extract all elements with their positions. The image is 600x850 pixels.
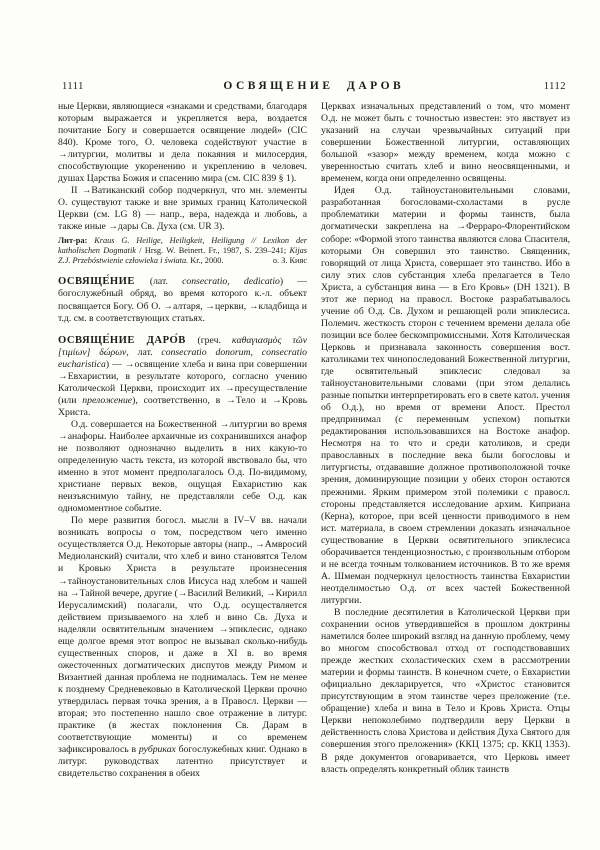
text-segment: Kraus G. Heilige, Heiligkeit, Heiligung // Lexikon der katholischen Dogmatik [58,235,308,255]
running-title: ОСВЯЩЕНИЕ ДАРОВ [223,80,405,92]
text-segment: , лат. [126,346,162,358]
text-segment: καθαγιασμὸς τῶν [τιμίων] δώρων [58,334,307,358]
paragraph [58,101,307,185]
paragraph [58,185,307,233]
paragraph [58,515,307,780]
author-signature: о. З. Кияс [272,256,307,266]
paragraph [58,419,307,515]
entry-headword: ОСВЯЩЕ́НИЕ ДАРО́В [58,334,198,346]
text-segment: consecratio, dedicatio [182,276,280,288]
text-segment: Kijas Z.J. Przebóstwienie człowieka i świata. [58,245,308,266]
page-number-left: 1111 [62,81,84,92]
paragraph [321,101,570,185]
text-segment: преложение [82,394,133,406]
text-segment: Kr., 2000. [188,256,224,266]
page-header [62,80,566,92]
text-segment: Церквах изначальных представлений о том, что момент О.д. не может быть с точностью известен: это явствует из указаний на случаи чрезвычайных ситуаций при совершении Божественной литургии, оставляющих большой «зазор» между временем, когда можно с уверенностью считать хлеб и вино неосвященными, и временем, когда они определенно освящены. [321,101,570,185]
text-segment: consecratio donorum, consecratio eucharistica [58,346,307,370]
text-segment: ные Церкви, являющиеся «знаками и средствами, благодаря которым выражается и укрепляется вера, воздается почитание Богу и совершается освящение людей» (CIC 840). Кроме того, О. человека содействуют участие в →литургии, молитвы и дела покаяния и милосердия, способствующие укоренению и укреплению в человеч. душах Царства Божия и спасению мира (см. CIC 839 § 1). [58,101,307,185]
left-column [58,101,307,780]
text-segment: ), соответственно, в →Тело и →Кровь Христа. [58,394,307,418]
text-columns [58,101,570,780]
paragraph [58,276,307,324]
paragraph [58,335,307,419]
text-segment: Лит-ра: [58,235,95,245]
text-segment: / Hrsg. W. Beinert. Fr., 1987, S. 239–241; [135,245,290,255]
text-segment: богослужебных книг. Однако в литург. руководствах латентно присутствует и свидетельство сохранения в обеих [58,744,307,780]
text-segment: рубриках [138,744,176,756]
paragraph [58,236,307,267]
text-segment: II →Ватиканский собор подчеркнул, что мн. элементы О. существуют также и вне зримых границ Католической Церкви (см. LG 8) — напр., вера, надежда и любовь, а также иные →дары Св. Духа (см. UR 3). [58,185,307,233]
text-segment: (лат. [149,276,183,288]
text-segment: ) — богослужебный обряд, во время которого к.-л. объект посвящается Богу. Об О. →алтаря, →церкви, →кладбища и т.д. см. в соответствующих статьях. [58,276,307,324]
text-segment: В последние десятилетия в Католической Церкви при сохранении основ утвердившейся в прошлом доктрины наметился более широкий взгляд на данную проблему, чему во многом способствовал отход от господствовавших прежде жестких схоластических схем в рассмотрении материи и формы таинств. В конечном счете, о Евхаристии официально декларируется, что «Христос становится присутствующим в этом таинстве через преложение (т.е. обращение) хлеба и вина в Тело и Кровь Христа. Отцы Церкви непоколебимо подтвердили веру Церкви в действенность слова Христова и действия Духа Святого для совершения этого преложения» (ККЦ 1375; ср. ККЦ 1353). В ряде документов оговаривается, что Церковь имеет власть определять конкретный облик таинств [321,606,570,775]
text-segment: О.д. совершается на Божественной →литургии во время →анафоры. Наиболее архаичные из сохранившихся анафор не позволяют однозначно выделить в них какую-то определенную часть текста, из которой явствовало бы, что именно в этот момент предполагалось О.д. По-видимому, христиане первых веков, ощущая Евхаристию как неизъяснимую тайну, не представляли себе О.д. как одномоментное событие. [58,418,307,515]
text-segment: По мере развития богосл. мысли в IV–V вв. начали возникать вопросы о том, посредством чего именно осуществляется О.д. Некоторые авторы (напр., →Амвросий Медиоланский) считали, что хлеб и вино становятся Телом и Кровью Христа в результате произнесения →тайноустановительных слов Иисуса над хлебом и чашей на →Тайной вечере, другие (→Василий Великий, →Кирилл Иерусалимский) полагали, что О.д. осуществляется действием призываемого на хлеб и вино Св. Духа и наделяли освятительным значением →эпиклесис, однако еще долгое время этот вопрос не вызывал сколько-нибудь существенных споров, и даже в XI в. во время ожесточенных догматических диспутов между Римом и Византией данная проблема не поднималась. Тем не менее к позднему Средневековью в Католической Церкви прочно утвердилась первая точка зрения, а в Правосл. Церкви — вторая; это постепенно нашло свое отражение в литург. практике (в жестах поклонения Св. Дарам в соответствующие моменты) и со временем зафиксировалось в [58,515,308,756]
right-column [321,101,570,780]
entry-headword: ОСВЯЩЕ́НИЕ [58,276,150,288]
page-number-right: 1112 [543,81,566,92]
paragraph [321,185,570,607]
paragraph [321,607,570,776]
text-segment: Идея О.д. тайноустановительными словами, разработанная богословами-схоластами в русле проблематики материи и формы таинств, была догматически закреплена на →Ферраро-Флорентийском соборе: «Формой этого таинства являются слова Спасителя, которыми Он совершил это таинство. Священник, говорящий от лица Христа, совершает это таинство. Ибо в силу этих слов субстанция хлеба прелагается в Тело Христа, а субстанция вина — в Его Кровь» (DH 1321). В этот же период на правосл. Востоке разрабатывалось учение об О.д. Св. Духом и решающей роли эпиклесиса. Полемич. жесткость сторон с течением времени делала обе позиции все более бескомпромиссными. Хотя Католическая Церковь и признавала законность совершения вост. католиками тех чинопоследований Божественной литургии, где освятительный эпиклесис следовал за тайноустановительными словами (при этом делались разные попытки интерпретировать его в свете катол. учения об О.д.), но время от времени Апост. Престол предпринимал (с переменным успехом) попытки редактирования использовавшихся на Востоке анафор. Несмотря на то что и среди католиков, и среди православных в последние века были богословы и литургисты, отдававшие должное противоположной точке зрения, доминирующие позиции у обеих сторон остаются прежними. Ярким примером этой полемики с правосл. стороны представляется исследование архим. Киприана (Керна), которое, при всей ценности приводимого в нем ист. материала, в своем стремлении доказать изначальное существование в Церкви освятительного эпиклесиса оборачивается тенденциозностью, с произвольным отбором и не всегда точным толкованием источников. В то же время А. Шмеман подчеркнул целостность таинства Евхаристии неотделимостью О.д. от всех частей Божественной литургии. [321,185,570,606]
text-segment: (греч. [197,334,232,346]
text-segment: ) — →освящение хлеба и вина при совершении →Евхаристии, в результате которого, согласно учению Католической Церкви, происходит их →пресуществление (или [58,358,307,406]
